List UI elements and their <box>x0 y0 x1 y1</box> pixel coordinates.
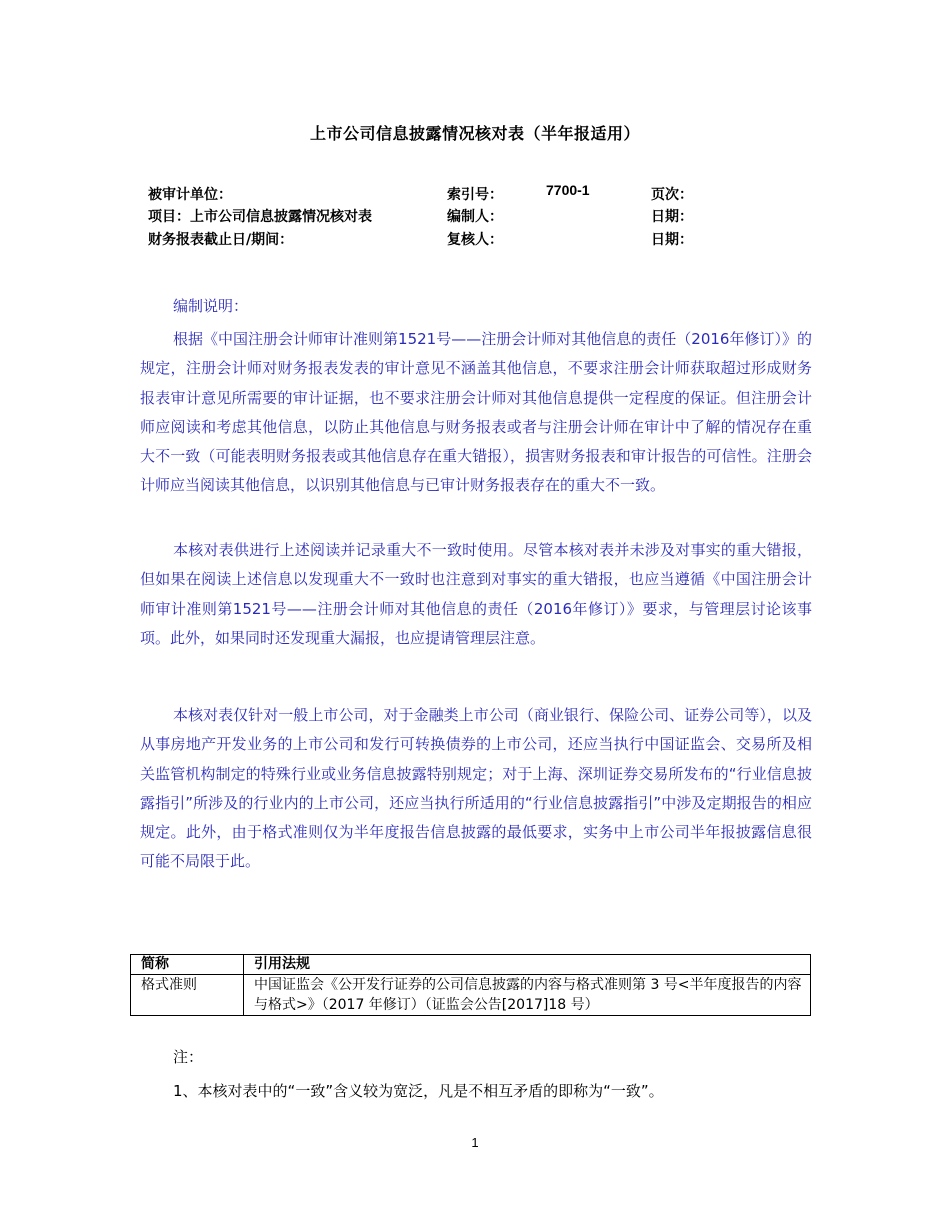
period-label: 财务报表截止日/期间： <box>148 232 294 248</box>
intro-paragraph: 根据《中国注册会计师审计准则第1521号——注册会计师对其他信息的责任（2016年修订）》的规定，注册会计师对财务报表发表的审计意见不涵盖其他信息，不要求注册会计师获取超过形成财务报表审计意见所需要的审计证据，也不要求注册会计师对其他信息提供一定程度的保证。但注册会计师应阅读和考虑其他信息，以防止其他信息与财务报表或者与注册会计师在审计中了解的情况存在重大不一致（可能表明财务报表或其他信息存在重大错报），损害财务报表和审计报告的可信性。注册会计师应当阅读其他信息，以识别其他信息与已审计财务报表存在的重大不一致。 <box>140 330 812 495</box>
index-number-value: 7700-1 <box>546 182 590 198</box>
notes-label: 注： <box>173 1048 204 1066</box>
preparer-label: 编制人： <box>447 209 503 225</box>
regulation-cell: 中国证监会《公开发行证券的公司信息披露的内容与格式准则第 3 号<半年度报告的内容与格式>》（2017 年修订）（证监会公告[2017]18 号） <box>244 975 811 1016</box>
table-row <box>131 975 811 1016</box>
law-reference-table <box>130 954 811 1016</box>
prepared-date-label: 日期： <box>651 209 693 225</box>
column-header-abbreviation: 简称 <box>131 955 244 975</box>
table-header-row <box>131 955 811 975</box>
reviewed-date-label: 日期： <box>651 232 693 248</box>
project-label: 项目：上市公司信息披露情况核对表 <box>148 209 372 225</box>
note-item: 1、本核对表中的“一致”含义较为宽泛，凡是不相互矛盾的即称为“一致”。 <box>173 1082 664 1100</box>
column-header-regulation: 引用法规 <box>244 955 811 975</box>
document-title: 上市公司信息披露情况核对表（半年报适用） <box>309 124 640 143</box>
intro-paragraph: 本核对表供进行上述阅读并记录重大不一致时使用。尽管本核对表并未涉及对事实的重大错报，但如果在阅读上述信息以发现重大不一致时也注意到对事实的重大错报，也应当遵循《中国注册会计师审计准则第1521号——注册会计师对其他信息的责任（2016年修订）》要求，与管理层讨论该事项。此外，如果同时还发现重大漏报，也应提请管理层注意。 <box>140 541 812 647</box>
intro-paragraph: 本核对表仅针对一般上市公司，对于金融类上市公司（商业银行、保险公司、证券公司等），以及从事房地产开发业务的上市公司和发行可转换债券的上市公司，还应当执行中国证监会、交易所及相关监管机构制定的特殊行业或业务信息披露特别规定；对于上海、深圳证券交易所发布的“行业信息披露指引”所涉及的行业内的上市公司，还应当执行所适用的“行业信息披露指引”中涉及定期报告的相应规定。此外，由于格式准则仅为半年度报告信息披露的最低要求，实务中上市公司半年报披露信息很可能不局限于此。 <box>140 706 812 871</box>
page-number: 1 <box>471 1135 479 1150</box>
page-count-label: 页次： <box>651 187 693 203</box>
audited-unit-label: 被审计单位： <box>148 187 232 203</box>
reviewer-label: 复核人： <box>447 232 503 248</box>
abbreviation-cell: 格式准则 <box>131 975 244 1016</box>
intro-heading: 编制说明： <box>173 297 249 315</box>
index-number-label: 索引号： <box>447 187 503 203</box>
